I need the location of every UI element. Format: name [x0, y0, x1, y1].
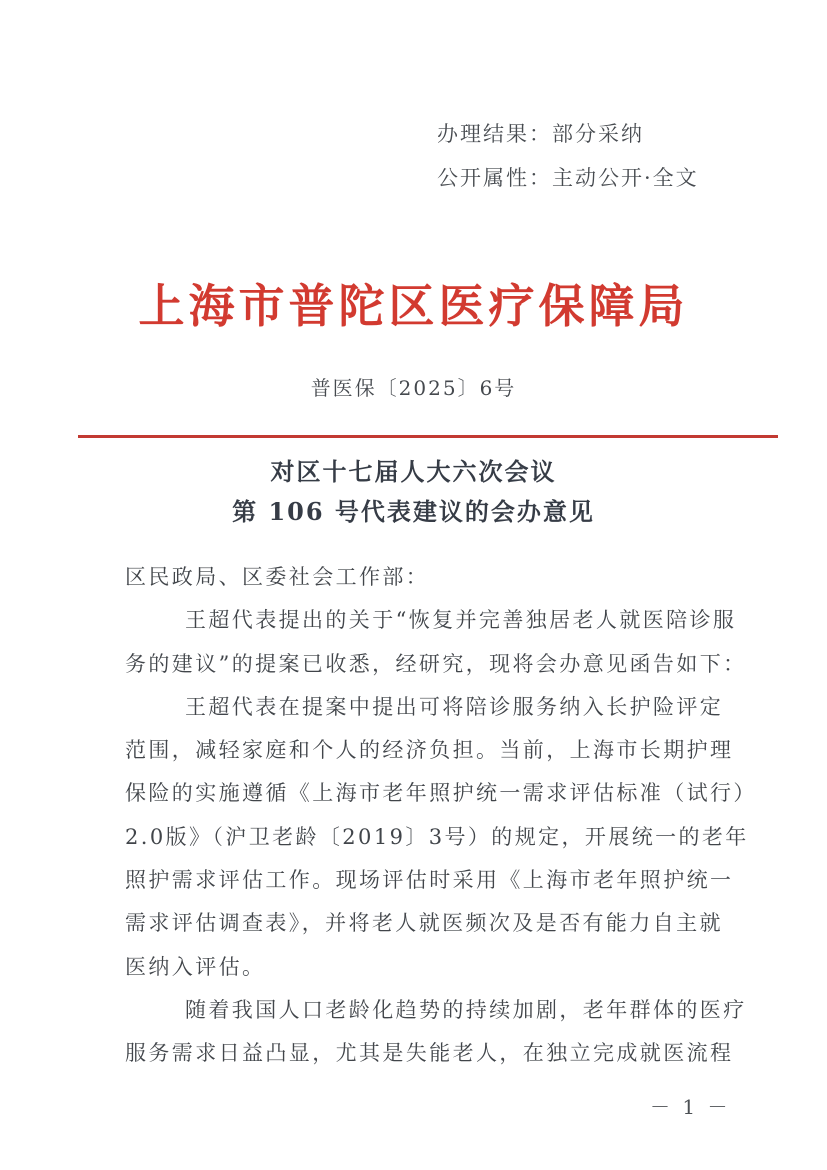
body-line: 保险的实施遵循《上海市老年照护统一需求评估标准（试行） [125, 781, 757, 806]
body-line: 服务需求日益凸显，尤其是失能老人，在独立完成就医流程 [125, 1041, 734, 1066]
document-title-line-1: 对区十七届人大六次会议 [270, 457, 557, 486]
body-line: 务的建议”的提案已收悉，经研究，现将会办意见函告如下： [125, 651, 747, 676]
body-line: 医纳入评估。 [125, 954, 266, 979]
publicity-attribute-line: 公开属性：主动公开·全文 [437, 166, 699, 190]
body-line: 照护需求评估工作。现场评估时采用《上海市老年照护统一 [125, 868, 734, 893]
body-line: 区民政局、区委社会工作部： [125, 565, 430, 589]
letterhead-divider-rule [78, 435, 778, 438]
document-title-line-2: 第 106 号代表建议的会办意见 [232, 497, 595, 526]
body-line: 随着我国人口老龄化趋势的持续加剧，老年群体的医疗 [185, 997, 747, 1022]
handling-result-line: 办理结果：部分采纳 [437, 122, 644, 146]
document-title [0, 452, 827, 532]
document-number: 普医保〔2025〕6号 [310, 376, 517, 400]
body-line: 王超代表在提案中提出可将陪诊服务纳入长护险评定 [185, 694, 724, 719]
document-body [125, 556, 757, 1076]
body-line: 2.0版》（沪卫老龄〔2019〕3号）的规定，开展统一的老年 [125, 824, 749, 849]
body-line: 范围，减轻家庭和个人的经济负担。当前，上海市长期护理 [125, 738, 734, 763]
body-line: 需求评估调查表》，并将老人就医频次及是否有能力自主就 [125, 911, 723, 936]
body-line: 王超代表提出的关于“恢复并完善独居老人就医陪诊服 [185, 608, 737, 633]
page-number: － 1 － [650, 1095, 731, 1119]
meta-block [437, 112, 699, 200]
agency-letterhead-title: 上海市普陀区医疗保障局 [138, 279, 689, 333]
